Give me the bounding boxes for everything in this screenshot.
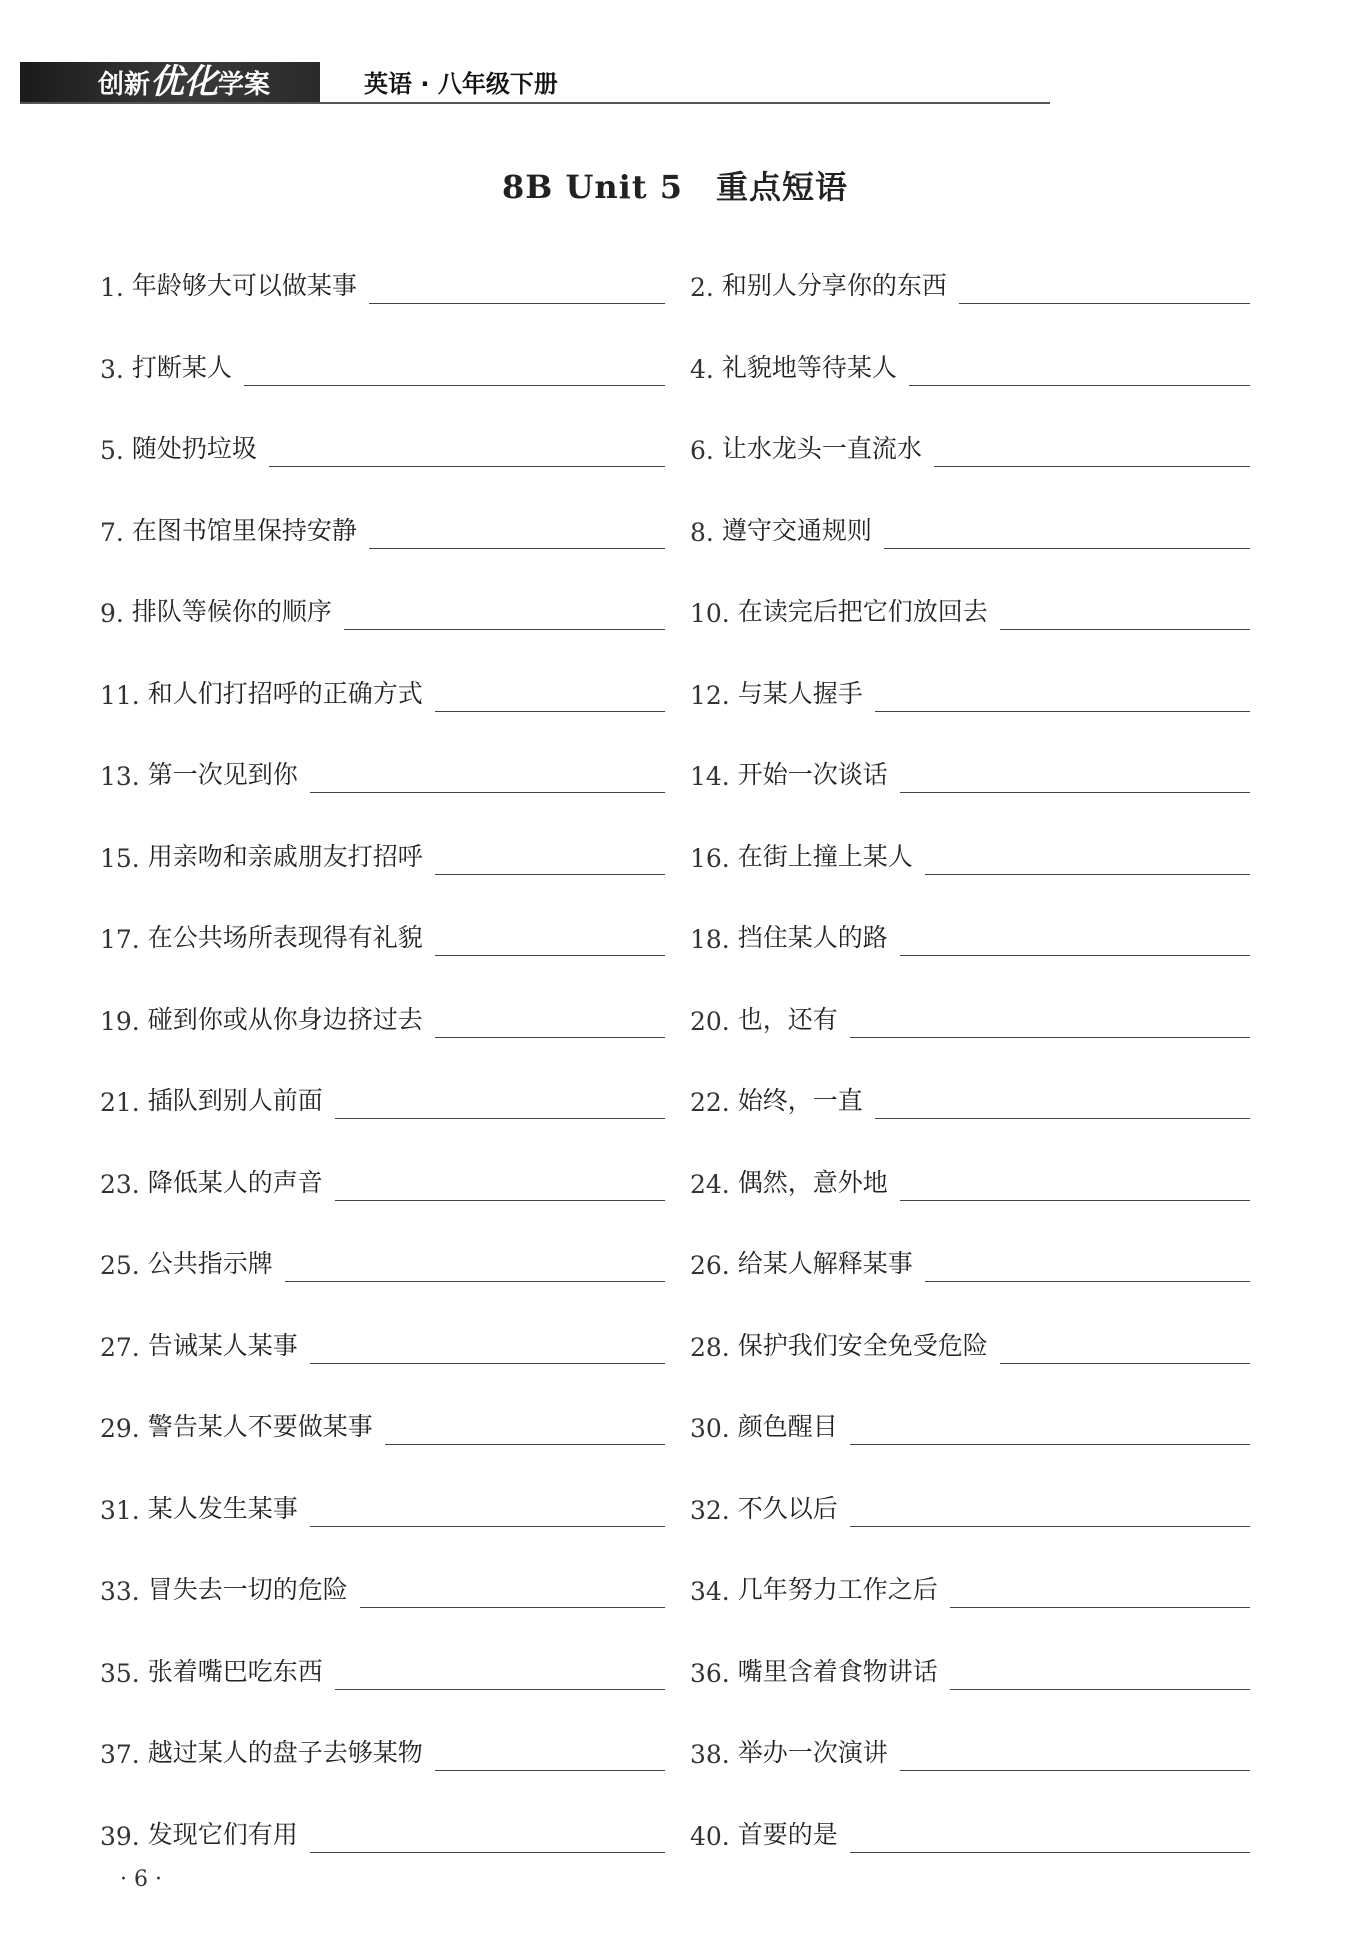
answer-blank[interactable]	[269, 438, 665, 467]
phrase-text: 遵守交通规则	[721, 515, 872, 545]
phrase-text: 张着嘴巴吃东西	[147, 1656, 323, 1686]
phrase-number: 39.	[100, 1821, 140, 1851]
phrase-item	[100, 1077, 665, 1117]
phrase-item	[690, 425, 1250, 465]
phrase-text: 让水龙头一直流水	[721, 434, 922, 463]
phrase-item	[690, 914, 1250, 954]
phrase-number: 6.	[690, 436, 714, 465]
phrase-text: 几年努力工作之后	[737, 1575, 938, 1604]
phrase-item	[690, 1322, 1250, 1362]
brand-part-3: 学案	[218, 70, 271, 100]
answer-blank[interactable]	[950, 1661, 1250, 1690]
answer-blank[interactable]	[360, 1579, 665, 1608]
answer-blank[interactable]	[900, 764, 1250, 793]
answer-blank[interactable]	[950, 1579, 1250, 1608]
phrase-item	[690, 996, 1250, 1036]
answer-blank[interactable]	[1000, 601, 1250, 630]
phrase-item	[690, 1811, 1250, 1851]
phrase-text: 公共指示牌	[147, 1249, 273, 1278]
answer-blank[interactable]	[310, 1824, 665, 1853]
phrase-number: 35.	[100, 1658, 140, 1688]
phrase-number: 3.	[100, 354, 124, 384]
phrase-text: 举办一次演讲	[737, 1738, 888, 1767]
phrase-text: 颜色醒目	[737, 1412, 838, 1441]
phrase-number: 5.	[100, 436, 124, 465]
phrase-number: 15.	[100, 843, 140, 873]
answer-blank[interactable]	[385, 1416, 665, 1445]
phrase-item	[100, 751, 665, 791]
answer-blank[interactable]	[335, 1172, 665, 1201]
answer-blank[interactable]	[435, 846, 665, 875]
answer-blank[interactable]	[875, 683, 1250, 712]
phrase-item	[690, 588, 1250, 628]
phrase-item	[100, 1403, 665, 1443]
phrase-number: 26.	[690, 1251, 730, 1280]
phrase-text: 在街上撞上某人	[737, 841, 913, 871]
phrase-item	[690, 507, 1250, 547]
phrase-item	[690, 1648, 1250, 1688]
phrase-number: 36.	[690, 1658, 730, 1688]
phrase-text: 打断某人	[131, 352, 232, 382]
phrase-text: 也，还有	[737, 1004, 838, 1034]
phrase-number: 12.	[690, 680, 730, 710]
phrase-number: 9.	[100, 599, 124, 628]
phrase-text: 冒失去一切的危险	[147, 1575, 348, 1604]
phrase-item	[690, 262, 1250, 302]
phrase-text: 告诫某人某事	[147, 1330, 298, 1360]
phrase-item	[690, 670, 1250, 710]
phrase-item	[690, 344, 1250, 384]
phrase-number: 18.	[690, 925, 730, 954]
phrase-text: 发现它们有用	[147, 1819, 298, 1849]
phrase-text: 始终，一直	[737, 1086, 863, 1115]
answer-blank[interactable]	[925, 846, 1250, 875]
phrase-item	[100, 1240, 665, 1280]
phrase-text: 与某人握手	[737, 678, 863, 708]
phrase-text: 警告某人不要做某事	[147, 1412, 373, 1441]
answer-blank[interactable]	[925, 1253, 1250, 1282]
phrase-item	[100, 1566, 665, 1606]
phrase-text: 给某人解释某事	[737, 1249, 913, 1278]
phrase-text: 嘴里含着食物讲话	[737, 1656, 938, 1686]
answer-blank[interactable]	[875, 1090, 1250, 1119]
phrase-item	[100, 1811, 665, 1851]
phrase-number: 27.	[100, 1332, 140, 1362]
phrase-number: 17.	[100, 925, 140, 954]
answer-blank[interactable]	[900, 927, 1250, 956]
phrase-item	[690, 1159, 1250, 1199]
answer-blank[interactable]	[369, 275, 665, 304]
subject-label: 英语 · 八年级下册	[364, 70, 558, 98]
page-title: 8B Unit 5 重点短语	[502, 168, 848, 206]
phrase-number: 38.	[690, 1740, 730, 1769]
phrase-item	[100, 833, 665, 873]
answer-blank[interactable]	[934, 438, 1250, 467]
answer-blank[interactable]	[435, 1009, 665, 1038]
answer-blank[interactable]	[244, 357, 665, 386]
answer-blank[interactable]	[310, 764, 665, 793]
phrase-number: 2.	[690, 273, 714, 302]
phrase-number: 13.	[100, 762, 140, 791]
phrase-text: 和别人分享你的东西	[721, 271, 947, 300]
phrase-text: 年龄够大可以做某事	[131, 271, 357, 300]
phrase-text: 挡住某人的路	[737, 923, 888, 952]
answer-blank[interactable]	[435, 683, 665, 712]
phrase-number: 22.	[690, 1088, 730, 1117]
phrase-item	[100, 262, 665, 302]
phrase-text: 随处扔垃圾	[131, 434, 257, 463]
phrase-number: 8.	[690, 517, 714, 547]
phrase-item	[690, 1077, 1250, 1117]
phrase-number: 29.	[100, 1414, 140, 1443]
phrase-item	[100, 1648, 665, 1688]
phrase-number: 21.	[100, 1088, 140, 1117]
phrase-text: 碰到你或从你身边挤过去	[147, 1004, 423, 1034]
answer-blank[interactable]	[310, 1498, 665, 1527]
phrase-text: 在读完后把它们放回去	[737, 597, 988, 626]
answer-blank[interactable]	[369, 520, 665, 549]
phrase-text: 不久以后	[737, 1493, 838, 1523]
brand-part-1: 创新	[98, 70, 151, 100]
phrase-item	[100, 914, 665, 954]
phrase-item	[690, 751, 1250, 791]
answer-blank[interactable]	[959, 275, 1250, 304]
phrase-item	[100, 1322, 665, 1362]
phrase-text: 第一次见到你	[147, 760, 298, 789]
phrase-number: 23.	[100, 1169, 140, 1199]
phrase-item	[690, 1240, 1250, 1280]
phrase-item	[100, 507, 665, 547]
phrase-item	[100, 1485, 665, 1525]
answer-blank[interactable]	[850, 1416, 1250, 1445]
phrase-number: 33.	[100, 1577, 140, 1606]
phrase-number: 31.	[100, 1495, 140, 1525]
phrase-number: 7.	[100, 517, 124, 547]
phrase-text: 插队到别人前面	[147, 1086, 323, 1115]
phrase-text: 偶然，意外地	[737, 1167, 888, 1197]
answer-blank[interactable]	[335, 1090, 665, 1119]
phrase-item	[690, 1403, 1250, 1443]
brand-part-2: 优化	[150, 62, 219, 102]
phrase-number: 30.	[690, 1414, 730, 1443]
answer-blank[interactable]	[435, 927, 665, 956]
answer-blank[interactable]	[1000, 1335, 1250, 1364]
phrase-text: 某人发生某事	[147, 1493, 298, 1523]
phrase-item	[100, 588, 665, 628]
phrase-text: 降低某人的声音	[147, 1167, 323, 1197]
answer-blank[interactable]	[310, 1335, 665, 1364]
phrase-number: 11.	[100, 680, 140, 710]
phrase-item	[100, 344, 665, 384]
phrase-item	[100, 1729, 665, 1769]
phrase-item	[100, 996, 665, 1036]
phrase-item	[100, 1159, 665, 1199]
answer-blank[interactable]	[850, 1009, 1250, 1038]
phrase-number: 25.	[100, 1251, 140, 1280]
phrase-text: 礼貌地等待某人	[721, 352, 897, 382]
phrase-number: 4.	[690, 354, 714, 384]
phrase-number: 14.	[690, 762, 730, 791]
phrase-text: 和人们打招呼的正确方式	[147, 678, 423, 708]
phrase-item	[690, 1485, 1250, 1525]
answer-blank[interactable]	[335, 1661, 665, 1690]
phrase-number: 1.	[100, 273, 124, 302]
page-number: · 6 ·	[120, 1867, 162, 1892]
phrase-text: 在图书馆里保持安静	[131, 515, 357, 545]
phrase-text: 保护我们安全免受危险	[737, 1330, 988, 1360]
answer-blank[interactable]	[344, 601, 665, 630]
phrase-number: 37.	[100, 1740, 140, 1769]
phrase-text: 排队等候你的顺序	[131, 597, 332, 626]
phrase-number: 10.	[690, 599, 730, 628]
phrase-text: 越过某人的盘子去够某物	[147, 1738, 423, 1767]
phrase-number: 24.	[690, 1169, 730, 1199]
phrase-text: 在公共场所表现得有礼貌	[147, 923, 423, 952]
phrase-item	[690, 1566, 1250, 1606]
answer-blank[interactable]	[285, 1253, 665, 1282]
phrase-number: 16.	[690, 843, 730, 873]
answer-blank[interactable]	[850, 1498, 1250, 1527]
answer-blank[interactable]	[909, 357, 1250, 386]
phrase-number: 28.	[690, 1332, 730, 1362]
answer-blank[interactable]	[900, 1742, 1250, 1771]
phrase-text: 首要的是	[737, 1819, 838, 1849]
phrase-number: 34.	[690, 1577, 730, 1606]
phrase-number: 19.	[100, 1006, 140, 1036]
answer-blank[interactable]	[884, 520, 1250, 549]
phrase-item	[690, 833, 1250, 873]
phrase-item	[100, 425, 665, 465]
phrase-number: 40.	[690, 1821, 730, 1851]
phrase-number: 32.	[690, 1495, 730, 1525]
answer-blank[interactable]	[900, 1172, 1250, 1201]
phrase-number: 20.	[690, 1006, 730, 1036]
answer-blank[interactable]	[435, 1742, 665, 1771]
answer-blank[interactable]	[850, 1824, 1250, 1853]
phrase-item	[100, 670, 665, 710]
phrase-text: 开始一次谈话	[737, 760, 888, 789]
phrase-item	[690, 1729, 1250, 1769]
phrase-text: 用亲吻和亲戚朋友打招呼	[147, 841, 423, 871]
